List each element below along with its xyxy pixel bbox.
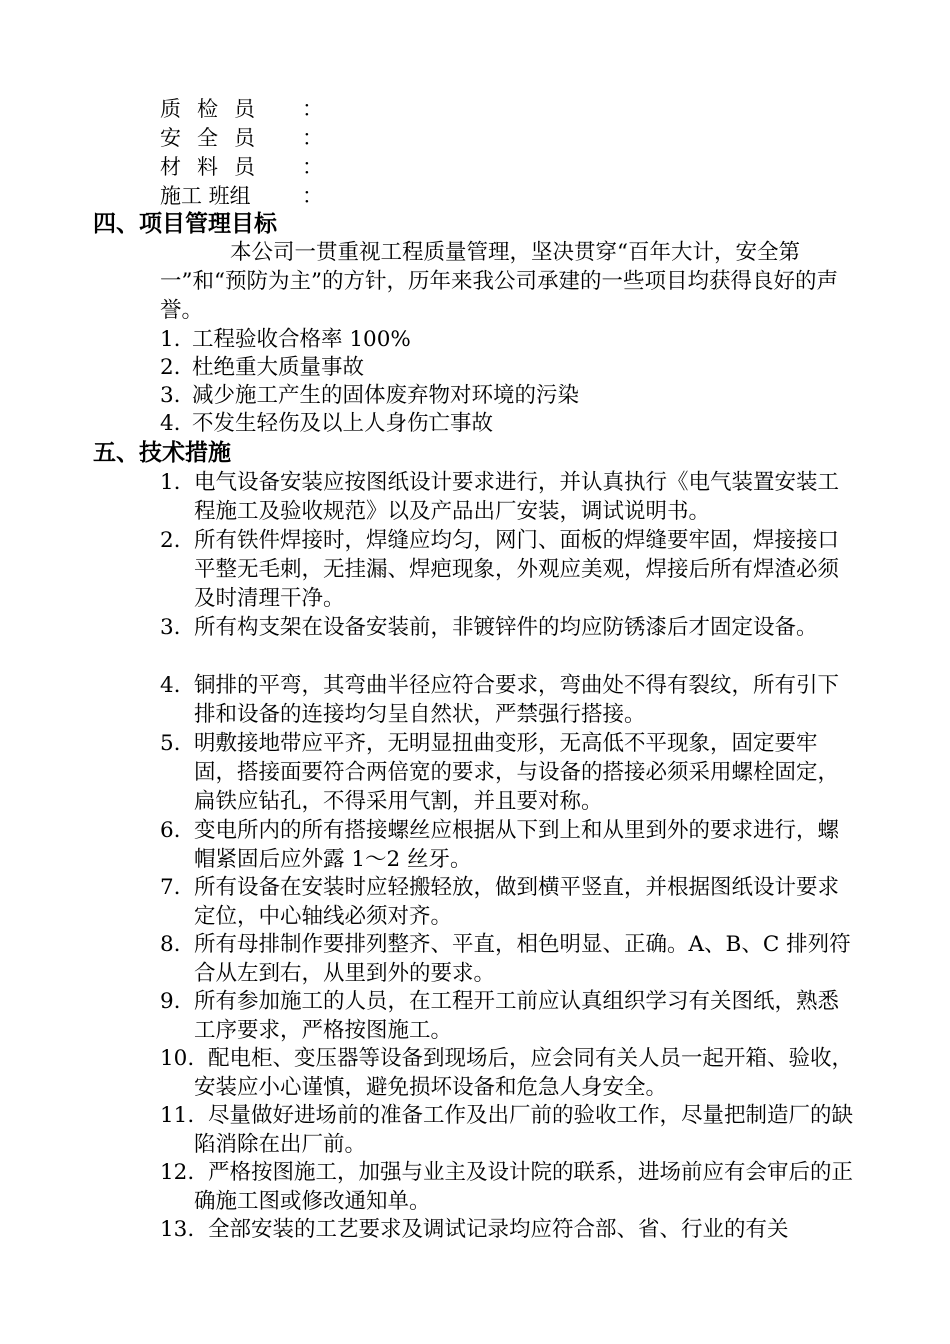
measure-text: 所有铁件焊接时，焊缝应均匀，网门、面板的焊缝要牢固，焊接接口平整无毛刺，无挂漏、焊疤现象，外观应美观，焊接后所有焊渣必须及时清理干净。: [194, 528, 840, 611]
staff-colon: ：: [302, 155, 323, 179]
section-4-paragraph: 本公司一贯重视工程质量管理，坚决贯穿“百年大计，安全第一”和“预防为主”的方针，历年来我公司承建的一些项目均获得良好的声誉。: [160, 240, 838, 323]
measure-text: 所有母排制作要排列整齐、平直，相色明显、正确。A、B、C 排列符合从左到右，从里到外的要求。: [194, 932, 851, 986]
measure-number: 8.: [160, 932, 181, 957]
measure-number: 12.: [160, 1160, 195, 1185]
goal-text: 不发生轻伤及以上人身伤亡事故: [192, 411, 494, 436]
staff-row-safety-officer: [160, 124, 323, 152]
measure-text: 配电柜、变压器等设备到现场后，应会同有关人员一起开箱、验收，安装应小心谨慎，避免损坏设备和危急人身安全。: [194, 1046, 854, 1100]
goal-item: [160, 354, 364, 382]
measure-text: 所有设备在安装时应轻搬轻放，做到横平竖直，并根据图纸设计要求定位，中心轴线必须对齐。: [194, 875, 840, 929]
measure-item: [160, 1215, 860, 1244]
measure-item: [160, 873, 860, 931]
goal-text: 杜绝重大质量事故: [192, 355, 365, 380]
measure-item: [160, 987, 860, 1045]
measure-number: 10.: [160, 1046, 195, 1071]
staff-role: 质检员: [160, 97, 271, 121]
staff-role: 材料员: [160, 155, 271, 179]
measure-item: [160, 729, 860, 816]
measure-text: 全部安装的工艺要求及调试记录均应符合部、省、行业的有关: [208, 1217, 789, 1242]
staff-row-construction-team: [160, 182, 323, 210]
staff-row-quality-inspector: [160, 95, 323, 123]
measure-text: 电气设备安装应按图纸设计要求进行，并认真执行《电气装置安装工程施工及验收规范》以及产品出厂安装，调试说明书。: [194, 470, 840, 524]
measure-number: 9.: [160, 989, 181, 1014]
measure-item: [160, 526, 860, 613]
measure-item: [160, 1101, 860, 1159]
measure-item: [160, 613, 860, 642]
goal-item: [160, 410, 493, 438]
measure-text: 严格按图施工，加强与业主及设计院的联系，进场前应有会审后的正确施工图或修改通知单。: [194, 1160, 854, 1214]
goal-number: 3.: [160, 383, 181, 408]
section-4-heading: 四、项目管理目标: [93, 211, 277, 237]
goal-number: 4.: [160, 411, 181, 436]
staff-colon: ：: [302, 184, 323, 208]
goal-item: [160, 326, 411, 354]
goal-text: 工程验收合格率 100%: [192, 327, 411, 352]
measure-number: 7.: [160, 875, 181, 900]
measure-number: 1.: [160, 470, 181, 495]
staff-colon: ：: [302, 97, 323, 121]
measure-item: [160, 930, 860, 988]
goal-number: 1.: [160, 327, 181, 352]
staff-row-materials-officer: [160, 153, 323, 181]
measure-item: [160, 1044, 860, 1102]
measure-number: 6.: [160, 818, 181, 843]
measure-text: 所有参加施工的人员，在工程开工前应认真组织学习有关图纸，熟悉工序要求，严格按图施工。: [194, 989, 840, 1043]
staff-role: 施工 班组: [160, 184, 251, 208]
measure-number: 4.: [160, 673, 181, 698]
measure-text: 明敷接地带应平齐，无明显扭曲变形，无高低不平现象，固定要牢固，搭接面要符合两倍宽的要求，与设备的搭接必须采用螺栓固定，扁铁应钻孔，不得采用气割，并且要对称。: [194, 731, 840, 814]
measure-item: [160, 671, 860, 729]
measure-text: 尽量做好进场前的准备工作及出厂前的验收工作，尽量把制造厂的缺陷消除在出厂前。: [194, 1103, 854, 1157]
measure-number: 5.: [160, 731, 181, 756]
measure-item: [160, 468, 860, 526]
staff-role: 安全员: [160, 126, 271, 150]
measure-text: 铜排的平弯，其弯曲半径应符合要求，弯曲处不得有裂纹，所有引下排和设备的连接均匀呈自然状，严禁强行搭接。: [194, 673, 840, 727]
measure-number: 11.: [160, 1103, 195, 1128]
goal-number: 2.: [160, 355, 181, 380]
goal-item: [160, 382, 579, 410]
goal-text: 减少施工产生的固体废弃物对环境的污染: [192, 383, 580, 408]
measure-item: [160, 816, 860, 874]
measure-number: 3.: [160, 615, 181, 640]
measure-number: 13.: [160, 1217, 195, 1242]
measure-text: 所有构支架在设备安装前，非镀锌件的均应防锈漆后才固定设备。: [194, 615, 818, 640]
measure-number: 2.: [160, 528, 181, 553]
section-5-heading: 五、技术措施: [93, 440, 231, 466]
staff-colon: ：: [302, 126, 323, 150]
measure-text: 变电所内的所有搭接螺丝应根据从下到上和从里到外的要求进行，螺帽紧固后应外露 1～2 丝牙。: [194, 818, 840, 872]
measure-item: [160, 1158, 860, 1216]
